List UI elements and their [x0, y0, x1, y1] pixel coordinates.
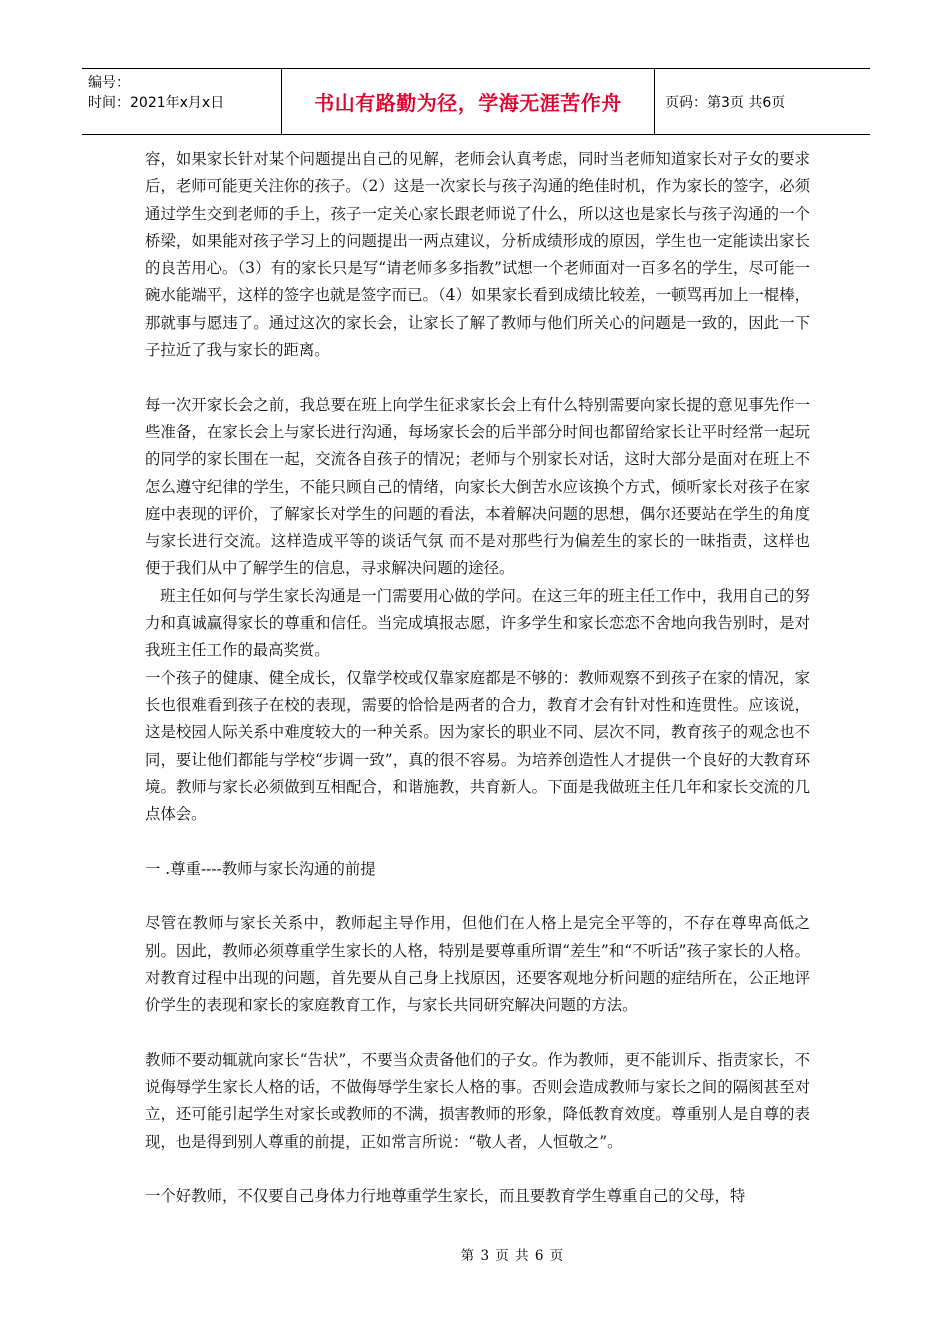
paragraph-2: 每一次开家长会之前，我总要在班上向学生征求家长会上有什么特别需要向家长提的意见事先作一些准备，在家长会上与家长进行沟通，每场家长会的后半部分时间也都留给家长让平时经常一起玩的同学的家长围在一起，交流各自孩子的情况；老师与个别家长对话，这时大部分是面对在班上不怎么遵守纪律的学生，不能只顾自己的情绪，向家长大倒苦水应该换个方式，倾听家长对孩子在家庭中表现的评价，了解家长对学生的问题的看法，本着解决问题的思想，偶尔还要站在学生的角度与家长进行交流。这样造成平等的谈话气氛 而不是对那些行为偏差生的家长的一昧指责，这样也便于我们从中了解学生的信息，寻求解决问题的途径。 [145, 395, 810, 578]
paragraph-gap [145, 364, 810, 391]
paragraph-5: 尽管在教师与家长关系中，教师起主导作用，但他们在人格上是完全平等的，不存在尊卑高低之别。因此，教师必须尊重学生家长的人格，特别是要尊重所谓“差生”和“不听话”孩子家长的人格。对教育过程中出现的问题，首先要从自己身上找原因，还要客观地分析问题的症结所在，公正地评价学生的表现和家长的家庭教育工作，与家长共同研究解决问题的方法。 [145, 914, 810, 1015]
paragraph-gap [145, 883, 810, 910]
section-heading: 一 .尊重----教师与家长沟通的前提 [145, 859, 376, 878]
document-date-label: 时间：2021年x月x日 [88, 95, 225, 111]
paragraph-1: 容，如果家长针对某个问题提出自己的见解，老师会认真考虑，同时当老师知道家长对子女的要求后，老师可能更关注你的孩子。（2）这是一次家长与孩子沟通的绝佳时机，作为家长的签字，必须通过学生交到老师的手上，孩子一定关心家长跟老师说了什么，所以这也是家长与孩子沟通的一个桥梁，如果能对孩子学习上的问题提出一两点建议，分析成绩形成的原因，学生也一定能读出家长的良苦用心。（3）有的家长只是写“请老师多多指教”试想一个老师面对一百多名的学生，尽可能一碗水能端平，这样的签字也就是签字而已。（4）如果家长看到成绩比较差，一顿骂再加上一棍棒，那就事与愿违了。通过这次的家长会，让家长了解了教师与他们所关心的问题是一致的，因此一下子拉近了我与家长的距离。 [145, 150, 810, 360]
paragraph-7: 一个好教师，不仅要自己身体力行地尊重学生家长，而且要教育学生尊重自己的父母，特 [145, 1187, 746, 1206]
paragraph-gap [145, 828, 810, 855]
footer-page-number: 第 3 页 共 6 页 [460, 1248, 565, 1264]
paragraph-4: 一个孩子的健康、健全成长，仅靠学校或仅靠家庭都是不够的：教师观察不到孩子在家的情况，家长也很难看到孩子在校的表现，需要的恰恰是两者的合力，教育才会有针对性和连贯性。应该说，这是校园人际关系中难度较大的一种关系。因为家长的职业不同、层次不同，教育孩子的观念也不同，要让他们都能与学校“步调一致”，真的很不容易。为培养创造性人才提供一个良好的大教育环境。教师与家长必须做到互相配合，和谐施教，共育新人。下面是我做班主任几年和家长交流的几点体会。 [145, 668, 810, 824]
paragraph-gap [145, 1156, 810, 1183]
header-meta [82, 69, 282, 134]
paragraph-gap [145, 1020, 810, 1047]
paragraph-6: 教师不要动辄就向家长“告状”，不要当众责备他们的子女。作为教师，更不能训斥、指责家长，不说侮辱学生家长人格的话，不做侮辱学生家长人格的事。否则会造成教师与家长之间的隔阂甚至对立，还可能引起学生对家长或教师的不满，损害教师的形象，降低教育效度。尊重别人是自尊的表现，也是得到别人尊重的前提，正如常言所说：“敬人者，人恒敬之”。 [145, 1050, 810, 1151]
page-header [82, 68, 870, 135]
header-motto: 书山有路勤为径，学海无涯苦作舟 [282, 69, 655, 134]
paragraph-3: 班主任如何与学生家长沟通是一门需要用心做的学问。在这三年的班主任工作中，我用自己的努力和真诚赢得家长的尊重和信任。当完成填报志愿，许多学生和家长恋恋不舍地向我告别时，是对我班主任工作的最高奖赏。 [145, 586, 810, 660]
document-body [145, 146, 810, 1211]
document-number-label: 编号： [88, 75, 130, 91]
header-page-number: 页码：第3页 共6页 [665, 94, 786, 111]
page-footer [0, 1244, 950, 1264]
